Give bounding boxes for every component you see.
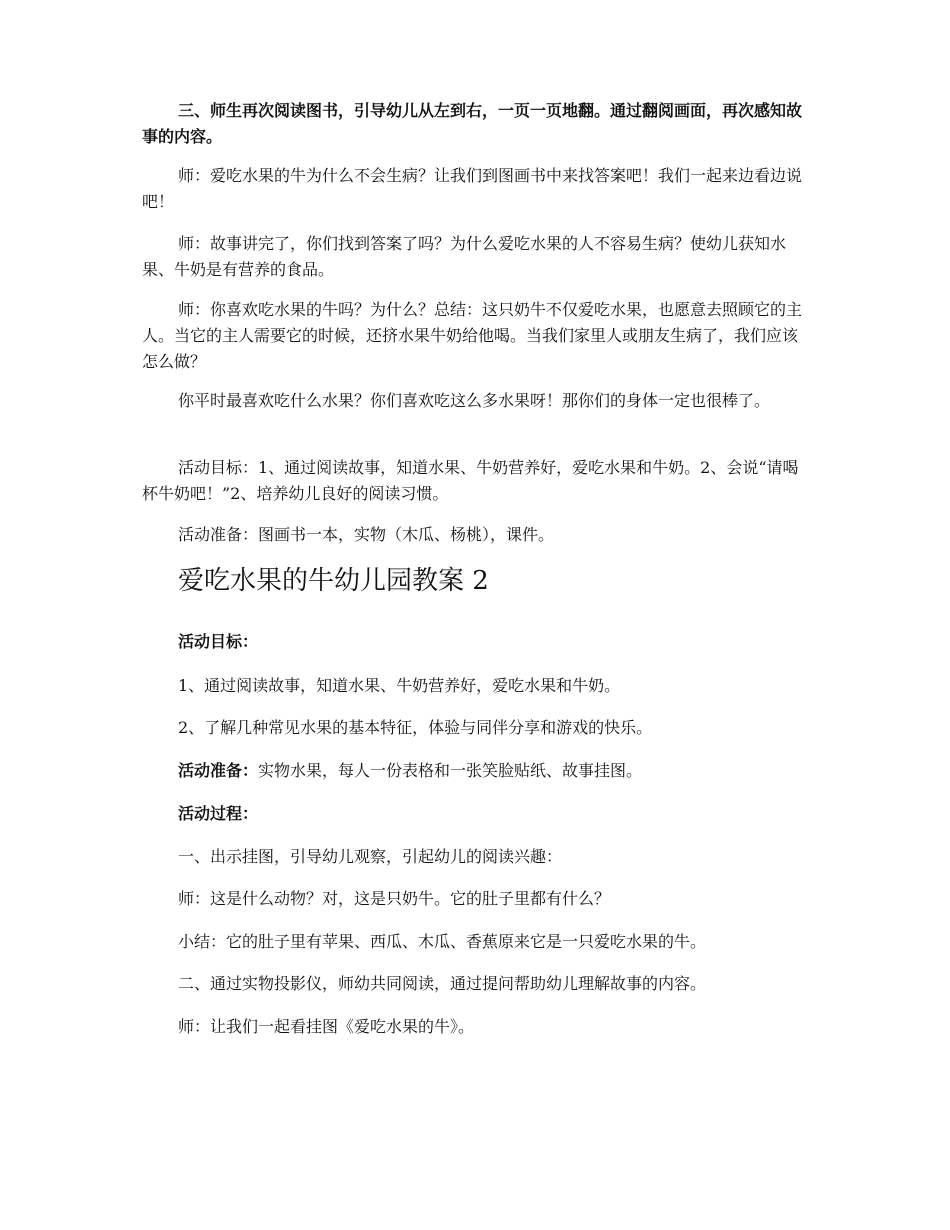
prep-text: 实物水果，每人一份表格和一张笑脸贴纸、故事挂图。 xyxy=(258,761,643,780)
prep-line xyxy=(178,758,818,784)
process-label: 活动过程： xyxy=(178,804,259,823)
goal-item-1: 1、通过阅读故事，知道水果、牛奶营养好，爱吃水果和牛奶。 xyxy=(178,676,621,695)
step-1-summary: 小结：它的肚子里有苹果、西瓜、木瓜、香蕉原来它是一只爱吃水果的牛。 xyxy=(178,932,707,951)
paragraph-activity-prep: 活动准备：图画书一本，实物（木瓜、杨桃），课件。 xyxy=(178,525,555,544)
paragraph-activity-goals: 活动目标：1、通过阅读故事，知道水果、牛奶营养好，爱吃水果和牛奶。2、会说“请喝杯牛奶吧！”2、培养幼儿良好的阅读习惯。 xyxy=(142,458,799,503)
section-heading: 爱吃水果的牛幼儿园教案 2 xyxy=(178,566,489,596)
paragraph-teacher-question: 师：爱吃水果的牛为什么不会生病？让我们到图画书中来找答案吧！我们一起来边看边说吧！ xyxy=(142,166,803,211)
paragraph-summary: 师：你喜欢吃水果的牛吗？为什么？总结：这只奶牛不仅爱吃水果，也愿意去照顾它的主人。当它的主人需要它的时候，还挤水果牛奶给他喝。当我们家里人或朋友生病了，我们应该怎么做？ xyxy=(142,300,803,371)
paragraph-story-finished: 师：故事讲完了，你们找到答案了吗？为什么爱吃水果的人不容易生病？使幼儿获知水果、牛奶是有营养的食品。 xyxy=(142,234,787,279)
step-1-question: 师：这是什么动物？对，这是只奶牛。它的肚子里都有什么？ xyxy=(178,889,611,908)
paragraph-reread-book: 三、师生再次阅读图书，引导幼儿从左到右，一页一页地翻。通过翻阅画面，再次感知故事的内容。 xyxy=(142,101,803,146)
goal-item-2: 2、了解几种常见水果的基本特征，体验与同伴分享和游戏的快乐。 xyxy=(178,718,653,737)
step-1: 一、出示挂图，引导幼儿观察，引起幼儿的阅读兴趣： xyxy=(178,847,563,866)
paragraph-favorite-fruit: 你平时最喜欢吃什么水果？你们喜欢吃这么多水果呀！那你们的身体一定也很棒了。 xyxy=(178,391,771,410)
prep-label: 活动准备： xyxy=(178,761,259,780)
step-2-question: 师：让我们一起看挂图《爱吃水果的牛》。 xyxy=(178,1017,475,1036)
step-2: 二、通过实物投影仪，师幼共同阅读，通过提问帮助幼儿理解故事的内容。 xyxy=(178,974,707,993)
goal-label: 活动目标： xyxy=(178,632,259,651)
